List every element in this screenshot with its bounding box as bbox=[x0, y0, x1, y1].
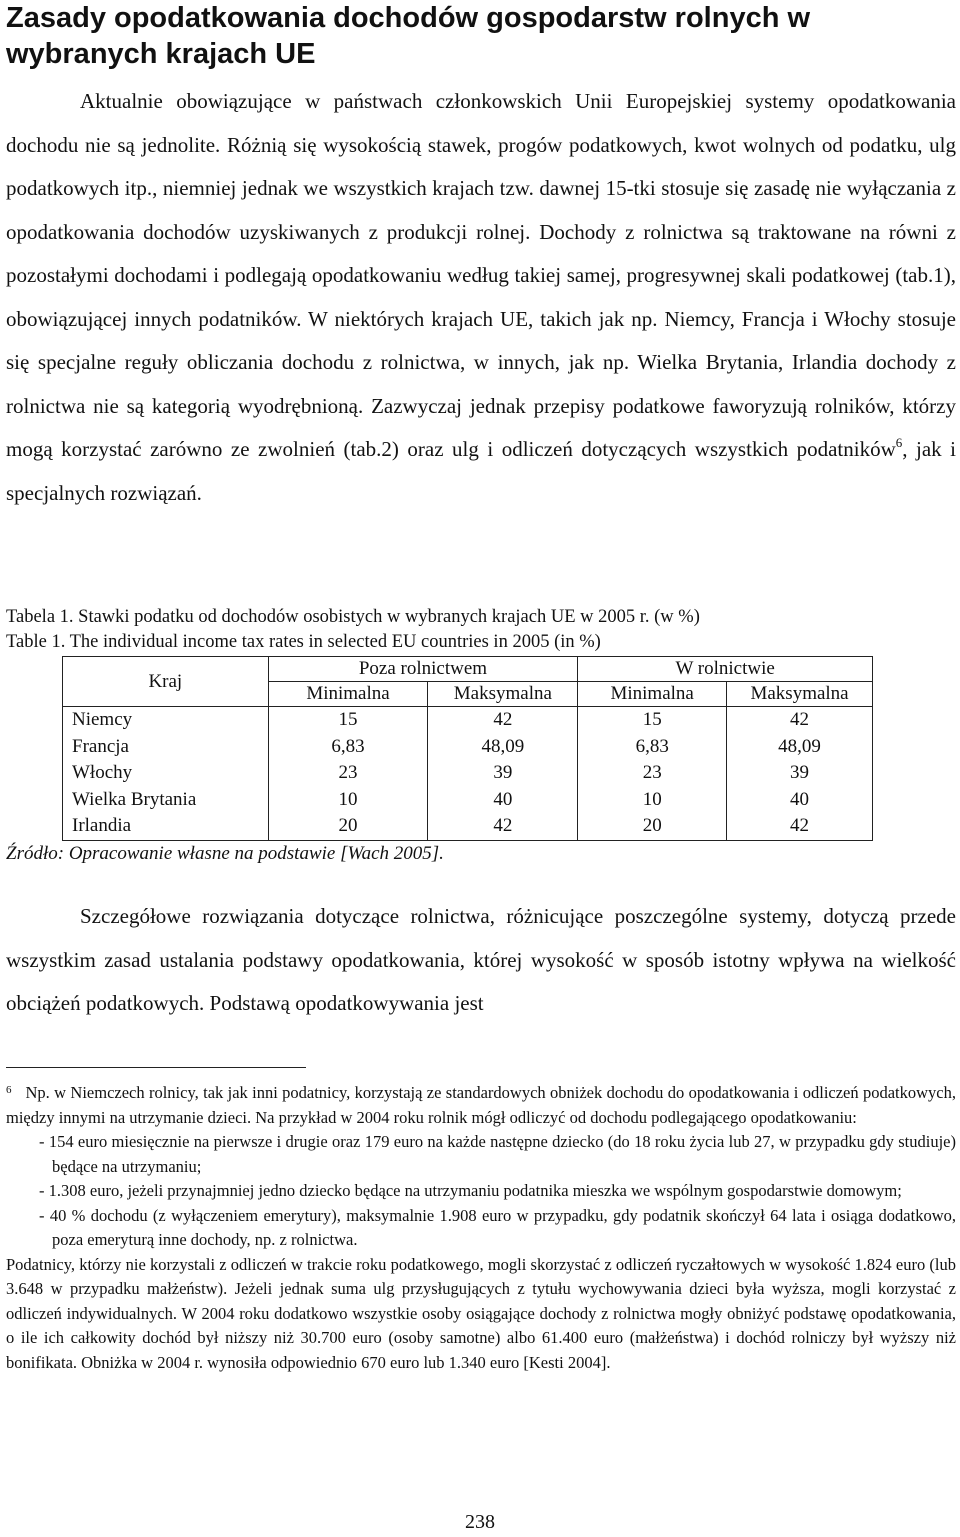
footnote-separator bbox=[6, 1067, 306, 1068]
footnote-list-item: - 1.308 euro, jeżeli przynajmniej jedno dziecko będące na utrzymaniu podatnika mieszka we wspólnym gospodarstwie domowym; bbox=[39, 1181, 902, 1200]
value-cell: 6,83 bbox=[578, 734, 727, 761]
value-cell: 42 bbox=[727, 813, 873, 840]
value-cell: 48,09 bbox=[428, 734, 578, 761]
country-cell: Włochy bbox=[63, 760, 269, 787]
footnote-list bbox=[6, 1130, 956, 1253]
page-number: 238 bbox=[465, 1511, 495, 1533]
value-cell: 10 bbox=[578, 787, 727, 814]
value-cell: 48,09 bbox=[727, 734, 873, 761]
header-min: Minimalna bbox=[578, 682, 727, 707]
header-kraj: Kraj bbox=[63, 657, 269, 707]
value-cell: 39 bbox=[428, 760, 578, 787]
value-cell: 23 bbox=[578, 760, 727, 787]
intro-text-end: , jak i specjalnych rozwiązań. bbox=[6, 437, 956, 505]
value-cell: 20 bbox=[268, 813, 428, 840]
header-in-agriculture: W rolnictwie bbox=[578, 657, 873, 682]
header-max: Maksymalna bbox=[727, 682, 873, 707]
table-row bbox=[63, 787, 873, 814]
footnote-outro: Podatnicy, którzy nie korzystali z odliczeń w trakcie roku podatkowego, mogli skorzystać z odliczeń ryczałtowych w wysokość 1.824 euro (lub 3.648 w przypadku małżeństw). Jeżeli jednak suma ulg przysługujących z tytułu wychowywania dzieci była wyższa, mogli korzystać z odliczeń indywidualnych. W 2004 roku dodatkowo wszystkie osoby osiągające dochody z rolnictwa mogły obniżyć podstawę opodatkowania, o ile ich całkowity dochód był niższy niż 30.700 euro (osoby samotne) albo 61.400 euro (małżeństwa) i dochód rolniczy był wyższy niż bonifikata. Obniżka w 2004 r. wynosiła odpowiednio 670 euro lub 1.340 euro [Kesti 2004]. bbox=[6, 1254, 956, 1372]
value-cell: 42 bbox=[727, 707, 873, 734]
country-cell: Niemcy bbox=[63, 707, 269, 734]
table-row bbox=[63, 707, 873, 734]
value-cell: 42 bbox=[428, 707, 578, 734]
header-max: Maksymalna bbox=[428, 682, 578, 707]
table-row bbox=[63, 813, 873, 840]
section-title: Zasady opodatkowania dochodów gospodarstw rolnych w wybranych krajach UE bbox=[6, 2, 811, 70]
value-cell: 40 bbox=[428, 787, 578, 814]
value-cell: 15 bbox=[578, 707, 727, 734]
value-cell: 23 bbox=[268, 760, 428, 787]
tax-rates-table bbox=[62, 656, 873, 841]
table-source-note: Źródło: Opracowanie własne na podstawie [Wach 2005]. bbox=[6, 843, 444, 864]
table-row bbox=[63, 734, 873, 761]
table-row bbox=[63, 760, 873, 787]
value-cell: 40 bbox=[727, 787, 873, 814]
value-cell: 10 bbox=[268, 787, 428, 814]
country-cell: Francja bbox=[63, 734, 269, 761]
value-cell: 39 bbox=[727, 760, 873, 787]
value-cell: 20 bbox=[578, 813, 727, 840]
table-caption-pl: Tabela 1. Stawki podatku od dochodów osobistych w wybranych krajach UE w 2005 r. (w %) bbox=[6, 607, 700, 627]
value-cell: 6,83 bbox=[268, 734, 428, 761]
intro-text: Aktualnie obowiązujące w państwach członkowskich Unii Europejskiej systemy opodatkowania dochodu nie są jednolite. Różnią się wysokością stawek, progów podatkowych, kwot wolnych od podatku, ulg podatkowych itp., niemniej jednak we wszystkich krajach tzw. dawnej 15-tki stosuje się zasadę nie wyłączania z opodatkowania dochodów uzyskiwanych z produkcji rolnej. Dochody z rolnictwa są traktowane na równi z pozostałymi dochodami i podlegają opodatkowaniu według takiej samej, progresywnej skali podatkowej (tab.1), obowiązującej innych podatników. W niektórych krajach UE, takich jak np. Niemcy, Francja i Włochy stosuje się specjalne reguły obliczania dochodu z rolnictwa, w innych, jak np. Wielka Brytania, Irlandia dochody z rolnictwa nie są kategorią wyodrębnioną. Zazwyczaj jednak przepisy podatkowe faworyzują rolników, którzy mogą korzystać zarówno ze zwolnień (tab.2) oraz ulg i odliczeń dotyczących wszystkich podatników bbox=[6, 89, 956, 461]
value-cell: 15 bbox=[268, 707, 428, 734]
footnote-list-item: - 154 euro miesięcznie na pierwsze i drugie oraz 179 euro na każde następne dziecko (do 18 roku życia lub 27, w przypadku gdy studiuje) będące na utrzymaniu; bbox=[39, 1132, 956, 1176]
table-caption-en: Table 1. The individual income tax rates in selected EU countries in 2005 (in %) bbox=[6, 632, 601, 652]
footnote bbox=[6, 1078, 956, 1375]
header-min: Minimalna bbox=[268, 682, 428, 707]
country-cell: Irlandia bbox=[63, 813, 269, 840]
header-outside-agriculture: Poza rolnictwem bbox=[268, 657, 578, 682]
body-paragraph: Szczegółowe rozwiązania dotyczące rolnictwa, różnicujące poszczególne systemy, dotyczą przede wszystkim zasad ustalania podstawy opodatkowania, której wysokość w sposób istotny wpływa na wielkość obciążeń podatkowych. Podstawą opodatkowywania jest bbox=[6, 904, 956, 1015]
footnote-reference[interactable]: 6 bbox=[895, 435, 903, 450]
footnote-intro-text: Np. w Niemczech rolnicy, tak jak inni podatnicy, korzystają ze standardowych obniżek dochodu do opodatkowania i odliczeń podatkowych, między innymi na utrzymanie dzieci. Na przykład w 2004 roku rolnik mógł odliczyć od dochodu podlegającego opodatkowaniu: bbox=[6, 1083, 956, 1127]
footnote-intro bbox=[6, 1078, 956, 1130]
footnote-list-item: - 40 % dochodu (z wyłączeniem emerytury), maksymalnie 1.908 euro w przypadku, gdy podatnik skończył 64 lata i osiąga dodatkowo, poza emeryturą inne dochody, np. z rolnictwa. bbox=[39, 1205, 956, 1249]
value-cell: 42 bbox=[428, 813, 578, 840]
footnote-marker: 6 bbox=[6, 1084, 12, 1096]
country-cell: Wielka Brytania bbox=[63, 787, 269, 814]
intro-paragraph bbox=[6, 80, 956, 515]
table-header-row bbox=[63, 657, 873, 682]
